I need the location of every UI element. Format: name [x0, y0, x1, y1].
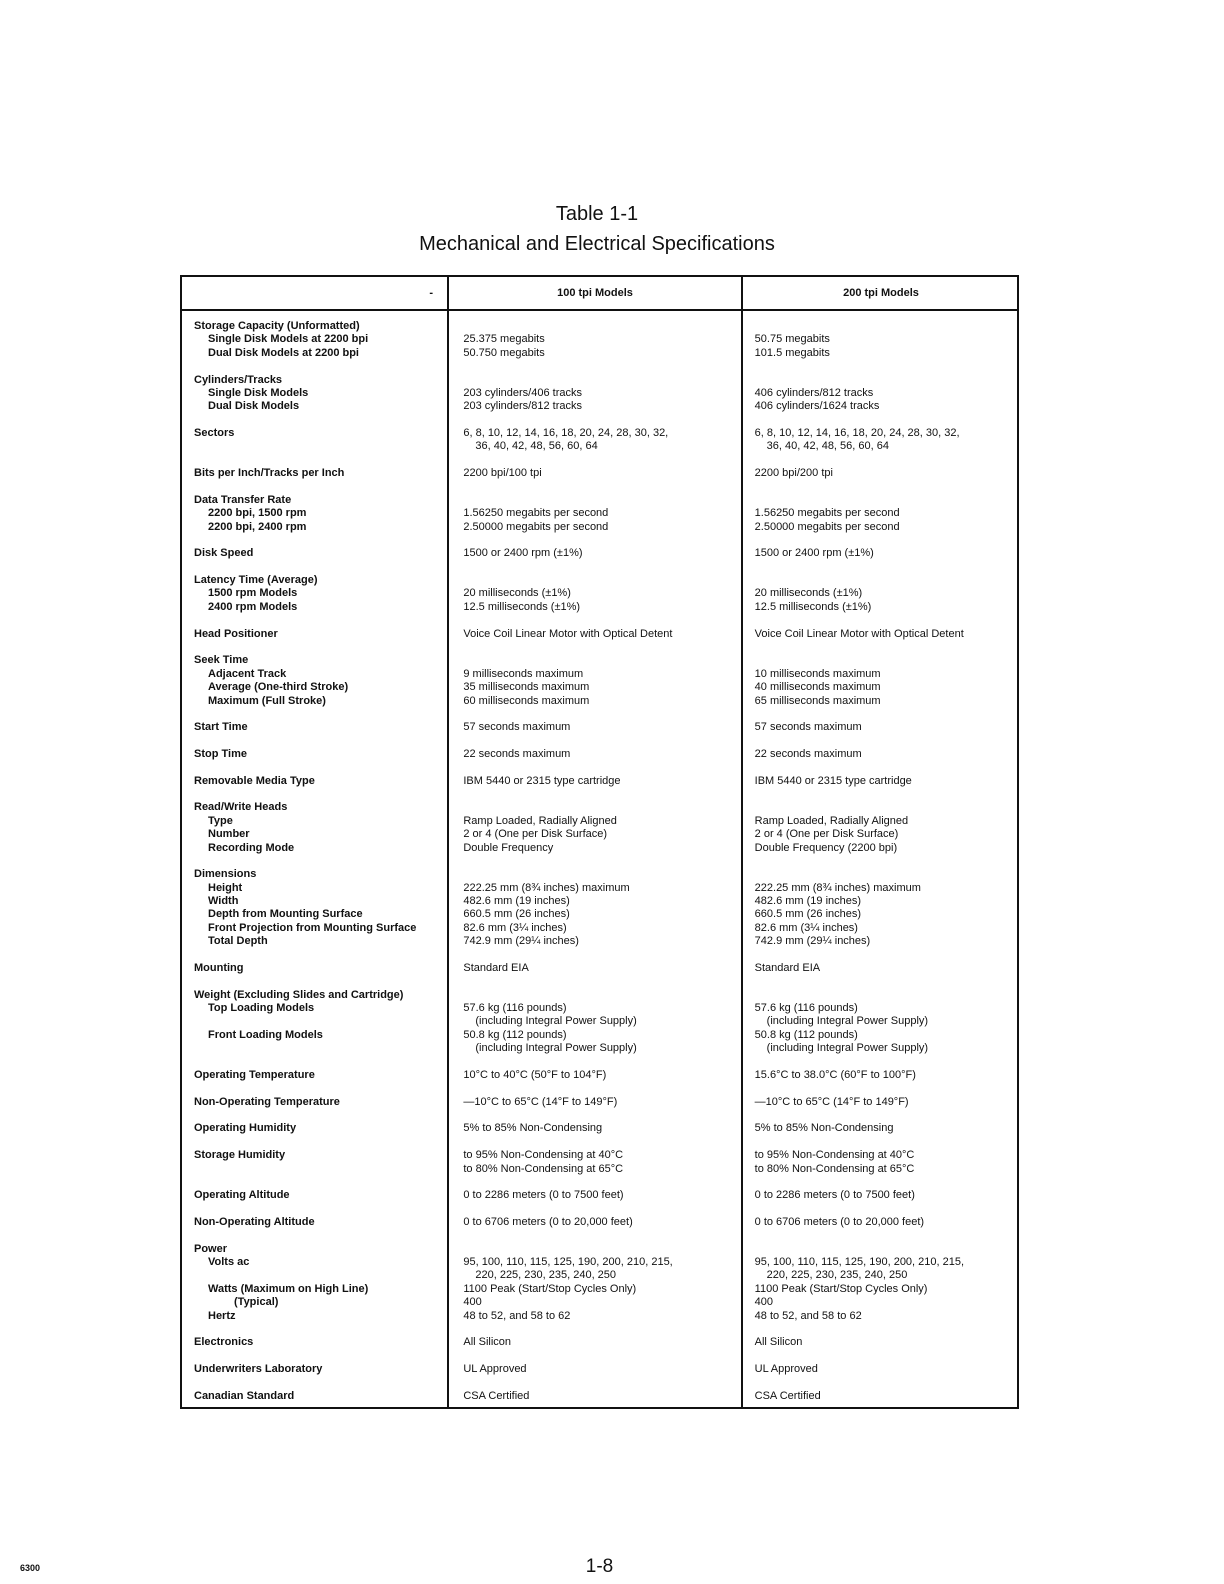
cell-line: Mounting — [194, 961, 244, 974]
value-100tpi — [448, 1363, 741, 1376]
value-100tpi — [448, 868, 741, 948]
table-row — [182, 374, 1017, 414]
cell-line: Width — [208, 895, 239, 908]
cell-line: 50.8 kg (112 pounds) — [463, 1028, 567, 1041]
cell-line: 2 or 4 (One per Disk Surface) — [463, 828, 608, 841]
cell-line: Operating Temperature — [194, 1069, 315, 1081]
cell-line: 25.375 megabits — [463, 333, 545, 346]
table-row — [182, 748, 1017, 761]
column-header-200tpi: 200 tpi Models — [843, 287, 919, 299]
cell-line: —10°C to 65°C (14°F to 149°F) — [463, 1095, 618, 1108]
cell-line: 10 milliseconds maximum — [754, 667, 881, 680]
cell-line — [755, 989, 1017, 1002]
value-200tpi — [742, 628, 1017, 641]
cell-line: 36, 40, 42, 48, 56, 60, 64 — [766, 440, 889, 453]
row-label — [182, 989, 448, 1056]
value-100tpi — [448, 547, 741, 560]
table-row — [182, 1189, 1017, 1202]
cell-line: Standard EIA — [754, 961, 821, 974]
table-row — [182, 654, 1017, 708]
cell-line: 57.6 kg (116 pounds) — [754, 1002, 858, 1015]
cell-line: 6, 8, 10, 12, 14, 16, 18, 20, 24, 28, 30, 32, — [463, 427, 669, 440]
row-label — [182, 1096, 448, 1109]
cell-line — [463, 1243, 741, 1256]
table-row — [182, 1216, 1017, 1229]
spec-table — [180, 275, 1019, 1409]
value-200tpi — [742, 1149, 1017, 1176]
row-label — [182, 962, 448, 975]
value-200tpi — [742, 868, 1017, 948]
table-row — [182, 320, 1017, 360]
cell-line: Seek Time — [194, 654, 249, 667]
cell-line: to 80% Non-Condensing at 65°C — [754, 1162, 915, 1175]
cell-line: Front Projection from Mounting Surface — [208, 921, 417, 934]
cell-line: Dual Disk Models at 2200 bpi — [208, 346, 359, 359]
row-label — [182, 1336, 448, 1349]
value-100tpi — [448, 374, 741, 414]
cell-line: CSA Certified — [754, 1389, 821, 1402]
cell-line: 742.9 mm (29¼ inches) — [463, 935, 579, 948]
cell-line: Electronics — [194, 1336, 254, 1349]
value-100tpi — [448, 1149, 741, 1176]
cell-line: UL Approved — [463, 1363, 527, 1376]
table-row — [182, 547, 1017, 560]
cell-line: Storage Humidity — [194, 1149, 286, 1162]
cell-line: Voice Coil Linear Motor with Optical Detent — [463, 627, 673, 640]
cell-line: Underwriters Laboratory — [194, 1363, 323, 1376]
value-200tpi — [742, 748, 1017, 761]
cell-line: (Typical) — [234, 1296, 279, 1309]
cell-line: Storage Capacity (Unformatted) — [194, 320, 360, 332]
cell-line: 50.8 kg (112 pounds) — [754, 1028, 858, 1041]
cell-line: 660.5 mm (26 inches) — [463, 908, 570, 921]
value-200tpi — [742, 775, 1017, 788]
cell-line: 35 milliseconds maximum — [463, 681, 590, 694]
cell-line: 50.750 megabits — [463, 346, 545, 359]
cell-line: 2200 bpi, 2400 rpm — [208, 520, 307, 533]
cell-line: Disk Speed — [194, 547, 254, 560]
cell-line: 406 cylinders/812 tracks — [754, 386, 874, 399]
cell-line: 1.56250 megabits per second — [463, 507, 609, 520]
cell-line: 482.6 mm (19 inches) — [463, 895, 570, 908]
value-200tpi — [742, 320, 1017, 360]
cell-line — [755, 494, 1017, 507]
cell-line: 0 to 2286 meters (0 to 7500 feet) — [754, 1189, 915, 1202]
cell-line: 10°C to 40°C (50°F to 104°F) — [463, 1069, 607, 1081]
cell-line: Operating Altitude — [194, 1189, 290, 1202]
cell-line: 0 to 6706 meters (0 to 20,000 feet) — [754, 1215, 925, 1228]
cell-line — [755, 1243, 1017, 1256]
value-200tpi — [742, 1189, 1017, 1202]
cell-line: 220, 225, 230, 235, 240, 250 — [766, 1269, 908, 1282]
cell-line: 660.5 mm (26 inches) — [754, 908, 862, 921]
cell-line — [755, 374, 1017, 387]
row-label — [182, 721, 448, 734]
cell-line: 482.6 mm (19 inches) — [754, 895, 862, 908]
cell-line: Bits per Inch/Tracks per Inch — [194, 467, 345, 480]
table-row — [182, 628, 1017, 641]
table-row — [182, 989, 1017, 1056]
cell-line: 2.50000 megabits per second — [754, 520, 900, 533]
table-row — [182, 574, 1017, 614]
cell-line: 12.5 milliseconds (±1%) — [463, 600, 581, 613]
cell-line: 65 milliseconds maximum — [754, 694, 881, 707]
row-label — [182, 1363, 448, 1376]
cell-line: Power — [194, 1242, 228, 1255]
cell-line: 5% to 85% Non-Condensing — [754, 1122, 894, 1135]
value-200tpi — [742, 1336, 1017, 1349]
cell-line: to 80% Non-Condensing at 65°C — [463, 1162, 624, 1175]
cell-line: IBM 5440 or 2315 type cartridge — [754, 774, 912, 787]
row-label — [182, 467, 448, 480]
cell-line: Non-Operating Altitude — [194, 1215, 315, 1228]
value-100tpi — [448, 1216, 741, 1229]
cell-line — [463, 320, 741, 333]
value-100tpi — [448, 721, 741, 734]
row-label — [182, 654, 448, 708]
row-label — [182, 868, 448, 948]
cell-line: Double Frequency — [463, 841, 554, 854]
cell-line: All Silicon — [754, 1336, 803, 1349]
value-100tpi — [448, 320, 741, 360]
table-row — [182, 1122, 1017, 1135]
value-200tpi — [742, 654, 1017, 708]
cell-line — [194, 1042, 448, 1055]
row-label — [182, 1390, 448, 1403]
cell-line — [463, 654, 741, 667]
cell-line: Double Frequency (2200 bpi) — [754, 841, 898, 854]
value-100tpi — [448, 628, 741, 641]
cell-line: Ramp Loaded, Radially Aligned — [754, 814, 909, 827]
row-label — [182, 628, 448, 641]
table-row — [182, 801, 1017, 855]
cell-line: 5% to 85% Non-Condensing — [463, 1122, 603, 1135]
cell-line: 12.5 milliseconds (±1%) — [754, 600, 872, 613]
table-body — [182, 320, 1017, 1416]
row-label — [182, 1216, 448, 1229]
cell-line — [463, 801, 741, 814]
cell-line: (including Integral Power Supply) — [475, 1042, 637, 1055]
value-100tpi — [448, 962, 741, 975]
cell-line: Data Transfer Rate — [194, 493, 292, 506]
cell-line: Operating Humidity — [194, 1122, 297, 1135]
cell-line: UL Approved — [754, 1363, 818, 1376]
row-label — [182, 748, 448, 761]
cell-line: 222.25 mm (8¾ inches) maximum — [754, 881, 921, 894]
row-label — [182, 574, 448, 614]
cell-line: Recording Mode — [208, 841, 295, 854]
value-100tpi — [448, 574, 741, 614]
value-200tpi — [742, 721, 1017, 734]
cell-line: Dimensions — [194, 868, 257, 881]
cell-line — [755, 801, 1017, 814]
value-200tpi — [742, 1122, 1017, 1135]
value-200tpi — [742, 801, 1017, 855]
cell-line: Read/Write Heads — [194, 801, 288, 814]
cell-line: Non-Operating Temperature — [194, 1095, 340, 1108]
cell-line — [463, 574, 741, 587]
cell-line: 36, 40, 42, 48, 56, 60, 64 — [475, 440, 598, 453]
cell-line: 742.9 mm (29¼ inches) — [754, 935, 871, 948]
cell-line: 1500 rpm Models — [208, 587, 298, 600]
value-100tpi — [448, 775, 741, 788]
cell-line: Average (One-third Stroke) — [208, 681, 349, 694]
value-100tpi — [448, 1336, 741, 1349]
cell-line: 95, 100, 110, 115, 125, 190, 200, 210, 215, — [754, 1256, 965, 1269]
cell-line: 400 — [463, 1296, 482, 1309]
cell-line: 400 — [754, 1296, 774, 1309]
column-header-100tpi: 100 tpi Models — [557, 287, 633, 299]
cell-line: Type — [208, 814, 233, 827]
row-label — [182, 494, 448, 534]
value-100tpi — [448, 494, 741, 534]
cell-line: 60 milliseconds maximum — [463, 694, 590, 707]
cell-line: 15.6°C to 38.0°C (60°F to 100°F) — [754, 1069, 916, 1081]
cell-line: 50.75 megabits — [754, 333, 830, 346]
value-100tpi — [448, 1189, 741, 1202]
value-100tpi — [448, 1122, 741, 1135]
cell-line — [755, 320, 1017, 333]
table-row — [182, 494, 1017, 534]
cell-line — [755, 868, 1017, 881]
table-title: Mechanical and Electrical Specifications — [419, 233, 775, 255]
cell-line: Adjacent Track — [208, 667, 287, 680]
cell-line — [463, 989, 741, 1002]
cell-line: Front Loading Models — [208, 1028, 323, 1041]
cell-line: CSA Certified — [463, 1389, 530, 1402]
value-100tpi — [448, 1096, 741, 1109]
table-row — [182, 1336, 1017, 1349]
cell-line: 6, 8, 10, 12, 14, 16, 18, 20, 24, 28, 30, 32, — [754, 427, 960, 440]
value-100tpi — [448, 1243, 741, 1323]
cell-line: —10°C to 65°C (14°F to 149°F) — [754, 1095, 909, 1108]
cell-line: Sectors — [194, 427, 235, 440]
value-200tpi — [742, 1390, 1017, 1403]
cell-line — [755, 654, 1017, 667]
cell-line — [194, 1015, 448, 1028]
cell-line: 57.6 kg (116 pounds) — [463, 1002, 567, 1015]
footer-code: 6300 — [20, 1563, 41, 1573]
cell-line: 95, 100, 110, 115, 125, 190, 200, 210, 215, — [463, 1256, 673, 1269]
cell-line: 2200 bpi/100 tpi — [463, 467, 542, 480]
cell-line: Dual Disk Models — [208, 400, 300, 413]
cell-line: to 95% Non-Condensing at 40°C — [463, 1149, 624, 1162]
cell-line: (including Integral Power Supply) — [766, 1042, 929, 1055]
cell-line — [194, 1269, 448, 1282]
value-200tpi — [742, 494, 1017, 534]
row-label — [182, 427, 448, 454]
value-200tpi — [742, 427, 1017, 454]
value-200tpi — [742, 962, 1017, 975]
cell-line: 57 seconds maximum — [463, 721, 571, 734]
cell-line — [463, 868, 741, 881]
table-row — [182, 467, 1017, 480]
cell-line: Ramp Loaded, Radially Aligned — [463, 814, 617, 827]
cell-line: 20 milliseconds (±1%) — [754, 587, 863, 600]
cell-line: (including Integral Power Supply) — [766, 1015, 929, 1028]
cell-line: 57 seconds maximum — [754, 721, 862, 734]
value-100tpi — [448, 989, 741, 1056]
table-row — [182, 962, 1017, 975]
cell-line: Latency Time (Average) — [194, 574, 318, 587]
cell-line: 82.6 mm (3¼ inches) — [463, 921, 567, 934]
table-row — [182, 1363, 1017, 1376]
value-200tpi — [742, 1243, 1017, 1323]
cell-line: 48 to 52, and 58 to 62 — [463, 1309, 571, 1322]
cell-line: 406 cylinders/1624 tracks — [754, 400, 880, 413]
value-100tpi — [448, 1390, 741, 1403]
cell-line: All Silicon — [463, 1336, 512, 1349]
value-100tpi — [448, 427, 741, 454]
cell-line: 1500 or 2400 rpm (±1%) — [463, 547, 583, 560]
cell-line: Hertz — [208, 1309, 236, 1322]
cell-line: 1.56250 megabits per second — [754, 507, 900, 520]
row-label — [182, 775, 448, 788]
cell-line: 20 milliseconds (±1%) — [463, 587, 571, 600]
cell-line: 101.5 megabits — [754, 346, 830, 359]
page-number: 1-8 — [585, 1556, 614, 1577]
row-label — [182, 547, 448, 560]
cell-line: 203 cylinders/812 tracks — [463, 400, 582, 413]
cell-line: 2200 bpi, 1500 rpm — [208, 507, 307, 520]
cell-line: Watts (Maximum on High Line) — [208, 1282, 369, 1295]
cell-line: 220, 225, 230, 235, 240, 250 — [475, 1269, 617, 1282]
row-label — [182, 1243, 448, 1323]
cell-line: Height — [208, 881, 243, 894]
table-row — [182, 1149, 1017, 1176]
value-100tpi — [448, 801, 741, 855]
value-200tpi — [742, 1363, 1017, 1376]
cell-line: Canadian Standard — [194, 1389, 295, 1402]
value-200tpi — [742, 1096, 1017, 1109]
cell-line: Single Disk Models at 2200 bpi — [208, 333, 369, 346]
value-100tpi — [448, 654, 741, 708]
table-row — [182, 1069, 1017, 1082]
table-row — [182, 1243, 1017, 1323]
table-row — [182, 1096, 1017, 1109]
cell-line: Single Disk Models — [208, 386, 309, 399]
cell-line: 2400 rpm Models — [208, 600, 298, 613]
cell-line: Total Depth — [208, 935, 268, 948]
cell-line: Cylinders/Tracks — [194, 373, 283, 386]
table-row — [182, 868, 1017, 948]
value-200tpi — [742, 989, 1017, 1056]
cell-line: Stop Time — [194, 747, 247, 760]
value-200tpi — [742, 374, 1017, 414]
cell-line: 0 to 2286 meters (0 to 7500 feet) — [463, 1189, 624, 1202]
value-200tpi — [742, 467, 1017, 480]
column-header-parameter: - — [429, 287, 433, 299]
cell-line: Head Positioner — [194, 627, 278, 640]
cell-line — [463, 374, 741, 387]
table-number: Table 1-1 — [555, 203, 639, 225]
cell-line: Maximum (Full Stroke) — [208, 694, 326, 707]
cell-line: Weight (Excluding Slides and Cartridge) — [194, 988, 404, 1001]
cell-line: 0 to 6706 meters (0 to 20,000 feet) — [463, 1215, 633, 1228]
table-row — [182, 427, 1017, 454]
cell-line: Standard EIA — [463, 961, 529, 974]
table-row — [182, 1390, 1017, 1403]
value-200tpi — [742, 574, 1017, 614]
cell-line: Removable Media Type — [194, 774, 315, 787]
value-200tpi — [742, 1069, 1017, 1082]
row-label — [182, 1122, 448, 1135]
cell-line: Voice Coil Linear Motor with Optical Detent — [754, 627, 964, 640]
cell-line: 22 seconds maximum — [754, 747, 862, 760]
cell-line: Volts ac — [208, 1256, 250, 1269]
cell-line: 2.50000 megabits per second — [463, 520, 609, 533]
row-label — [182, 801, 448, 855]
table-row — [182, 775, 1017, 788]
cell-line — [463, 494, 741, 507]
cell-line: (including Integral Power Supply) — [475, 1015, 637, 1028]
cell-line: 222.25 mm (8¾ inches) maximum — [463, 881, 630, 894]
cell-line: Start Time — [194, 721, 248, 734]
cell-line: Number — [208, 828, 250, 841]
table-row — [182, 721, 1017, 734]
value-200tpi — [742, 1216, 1017, 1229]
cell-line: 203 cylinders/406 tracks — [463, 386, 582, 399]
cell-line: 2200 bpi/200 tpi — [754, 467, 833, 480]
cell-line: to 95% Non-Condensing at 40°C — [754, 1149, 915, 1162]
cell-line: 40 milliseconds maximum — [754, 681, 881, 694]
cell-line: 82.6 mm (3¼ inches) — [754, 921, 858, 934]
cell-line: Top Loading Models — [208, 1002, 315, 1015]
row-label — [182, 1069, 448, 1082]
row-label — [182, 320, 448, 360]
header-divider — [182, 309, 1017, 311]
cell-line: IBM 5440 or 2315 type cartridge — [463, 774, 621, 787]
value-200tpi — [742, 547, 1017, 560]
row-label — [182, 1149, 448, 1176]
cell-line: 1100 Peak (Start/Stop Cycles Only) — [463, 1282, 637, 1295]
value-100tpi — [448, 1069, 741, 1082]
cell-line: 22 seconds maximum — [463, 747, 571, 760]
value-100tpi — [448, 748, 741, 761]
row-label — [182, 374, 448, 414]
row-label — [182, 1189, 448, 1202]
cell-line — [755, 574, 1017, 587]
cell-line: Depth from Mounting Surface — [208, 908, 363, 921]
cell-line: 2 or 4 (One per Disk Surface) — [754, 828, 899, 841]
cell-line: 1500 or 2400 rpm (±1%) — [754, 547, 874, 560]
value-100tpi — [448, 467, 741, 480]
cell-line: 9 milliseconds maximum — [463, 667, 584, 680]
cell-line: 1100 Peak (Start/Stop Cycles Only) — [754, 1282, 928, 1295]
cell-line: 48 to 52, and 58 to 62 — [754, 1309, 862, 1322]
